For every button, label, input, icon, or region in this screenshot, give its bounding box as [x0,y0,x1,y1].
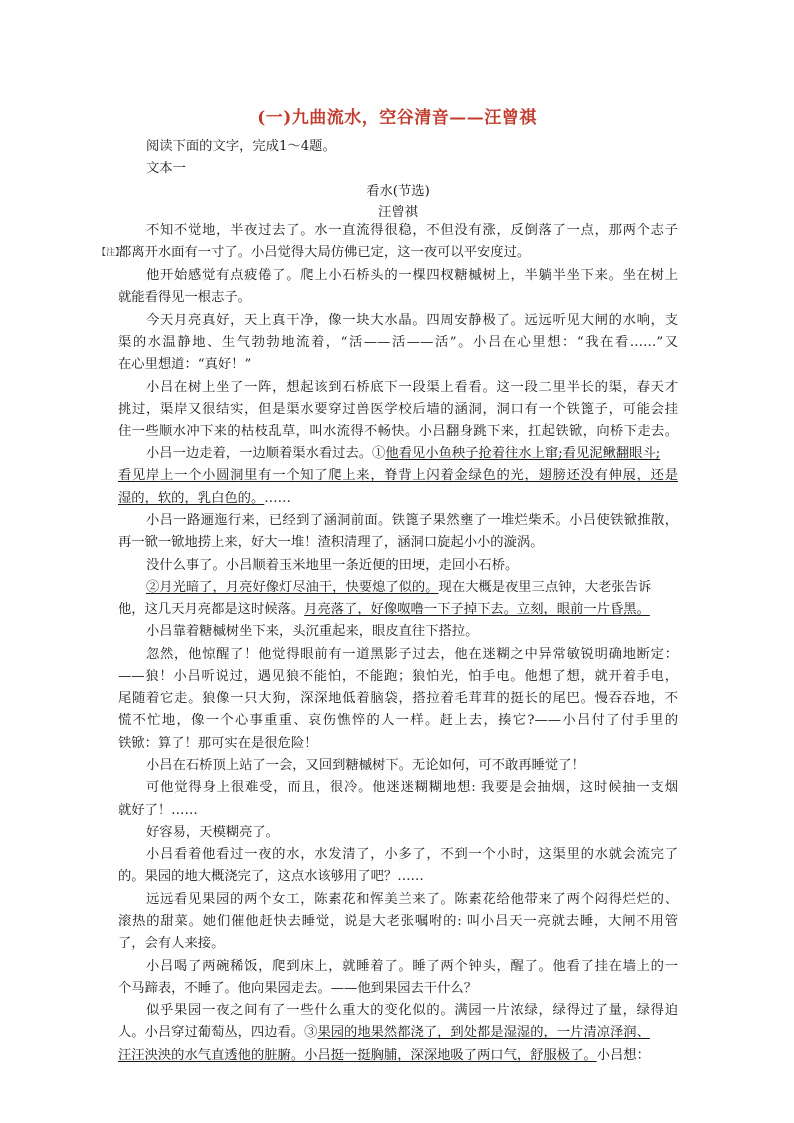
text-line: 可他觉得身上很难受，而且，很冷。他迷迷糊糊地想: 我要是会抽烟，这时候抽一支烟 [146,780,678,795]
text-line: 小吕靠着糖槭树坐下来，头沉重起来，眼皮直往下搭拉。 [146,624,479,639]
text-line: 小吕在树上坐了一阵，想起该到石桥底下一段渠上看看。这一段二里半长的渠，春天才 [146,380,678,395]
text-line: 就能看得见一根志子。 [118,290,251,305]
underlined-sentence-2: 月亮落了，好像呶噜一下子掉下去。立刻，眼前一片昏黑。 [304,602,650,617]
text-line: 小吕看着他看过一夜的水，水发清了，小多了，不到一个小时，这渠里的水就会流完了 [146,847,678,862]
text-segment: 现在大概是夜里三点钟，大老张告诉 [438,580,652,595]
text-segment: 小吕想： [596,1048,650,1063]
article-author: 汪曾祺 [378,205,418,220]
text-line: 没什么事了。小吕顺着玉米地里一条近便的田埂，走回小石桥。 [146,558,519,573]
underlined-sentence-1: 湿的，软的，乳白色的。 [118,491,265,506]
text-line [118,488,678,510]
text-line: 挑过，渠岸又很结实，但是渠水要穿过兽医学校后墙的涵洞，洞口有一个铁篦子，可能会挂 [118,402,678,417]
text-line: 好容易，天模糊亮了。 [146,825,279,840]
text-line: 远远看见果园的两个女工，陈素花和恽美兰来了。陈素花给他带来了两个闷得烂烂的、 [146,892,678,907]
text-line: 再一锨一锨地捞上来，好大一堆！渣积清理了，涵洞口旋起小小的漩涡。 [118,535,544,550]
text-line: 小吕一路逦迤行来，已经到了涵洞前面。铁篦子果然壅了一堆烂柴禾。小吕使铁锨推散， [146,513,678,528]
text-line: 小吕在石桥顶上站了一会，又回到糖槭树下。无论如何，可不敢再睡觉了！ [146,758,585,773]
text-segment: 小吕一边走着，一边顺着渠水看过去。① [146,446,386,461]
article-title: 看水(节选) [366,184,430,199]
text-line: 不知不觉地，半夜过去了。水一直流得很稳，不但没有涨，反倒落了一点，那两个志子 [146,223,678,238]
annotation-mark: 【注】 [97,248,125,258]
text-line [146,443,678,465]
text-line: 了，会有人来接。 [118,936,225,951]
text-line [118,1022,678,1044]
text-line: 尾随着它走。狼像一只大狗，深深地低着脑袋，搭拉着毛茸茸的挺长的尾巴。慢吞吞地，不 [118,691,678,706]
text-line: 渠的水温静地、生气勃勃地流着，“活——活——活”。小吕在心里想：“我在看……”又 [118,335,678,350]
text-line: 铁锨：算了！那可实在是很危险！ [118,736,318,751]
text-line: 今天月亮真好，天上真干净，像一块大水晶。四周安静极了。远远听见大闸的水响，支 [146,313,678,328]
text-line [118,1045,678,1067]
instruction-text: 阅读下面的文字，完成1～4题。 [146,139,336,154]
text-line: 个马蹄表，不睡了。他向果园走去。——他到果园去干什么？ [118,981,478,996]
text-line: 慌不忙地，像一个心事重重、哀伤憔悴的人一样。赶上去，揍它?——小吕付了付手里的 [118,713,678,728]
text-line: 忽然，他惊醒了！他觉得眼前有一道黑影子过去，他在迷糊之中异常敏锐明确地断定： [146,647,678,662]
text-line: 都离开水面有一寸了。小吕觉得大局仿佛已定，这一夜可以平安度过。 [118,245,531,260]
text-line: 他开始感觉有点疲倦了。爬上小石桥头的一棵四杈糖槭树上，半躺半坐下来。坐在树上 [146,268,678,283]
text-line: 似乎果园一夜之间有了一些什么重大的变化似的。满园一片浓绿，绿得过了量，绿得迫 [146,1003,678,1018]
text-line: 小吕喝了两碗稀饭，爬到床上，就睡着了。睡了两个钟头，醒了。他看了挂在墙上的一 [146,959,678,974]
text-line: 滚热的甜菜。她们催他赶快去睡觉，说是大老张嘱咐的: 叫小吕天一亮就去睡，大闸不用管 [118,914,678,929]
text-segment: …… [264,491,291,506]
text-line: ——狼！小吕听说过，遇见狼不能怕，不能跑；狼怕光，怕手电。他想了想，就开着手电， [118,669,678,684]
text-line: 的。果园的地大概浇完了，这点水该够用了吧？…… [118,869,424,884]
text-line: 住一些顺水冲下来的枯枝乱草，叫水流得不畅快。小吕翻身跳下来，扛起铁锨，向桥下走去。 [118,424,678,439]
text-segment: 他，这几天月亮都是这时候落。 [118,602,305,617]
text-segment: 人。小吕穿过葡萄丛，四边看。③ [118,1025,318,1040]
underlined-sentence-3: 果园的地果然都浇了，到处都是湿湿的，一片清凉泽润、 [317,1025,650,1040]
text-line [146,577,678,599]
underlined-sentence-1: 他看见小鱼秧子抢着往水上窜;看见泥鳅翻眼斗; [385,446,661,461]
text-line [118,599,678,621]
underlined-sentence-2: ②月光暗了，月亮好像灯尽油干，快要熄了似的。 [146,580,439,595]
text-label: 文本一 [146,161,186,176]
underlined-sentence-3: 汪汪泱泱的水气直透他的脏腑。小吕挺一挺胸脯，深深地吸了两口气，舒服极了。 [118,1048,597,1063]
section-title: (一)九曲流水，空谷清音——汪曾祺 [257,108,537,128]
text-line: 就好了！…… [118,803,198,818]
underlined-sentence-1: 看见岸上一个小圆洞里有一个知了爬上来，脊背上闪着金绿色的光，翅膀还没有伸展，还是 [118,468,678,483]
text-line: 在心里想道：“真好！” [118,357,252,372]
